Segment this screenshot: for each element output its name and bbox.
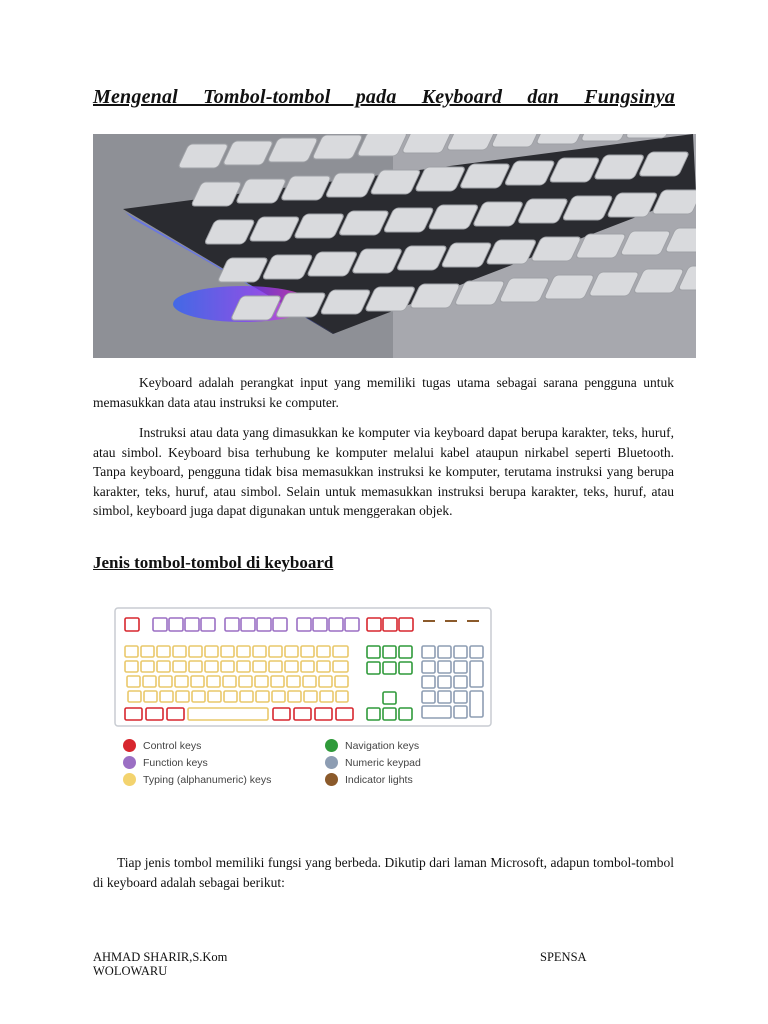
numeric-key xyxy=(454,691,467,703)
typing-key xyxy=(144,691,157,702)
navigation-key xyxy=(367,646,380,658)
footer-school: SPENSA xyxy=(540,950,587,964)
legend-label: Typing (alphanumeric) keys xyxy=(143,773,272,786)
typing-key xyxy=(240,691,253,702)
control-key xyxy=(294,708,311,720)
indicator-light xyxy=(467,620,479,622)
typing-key xyxy=(192,691,205,702)
navigation-key xyxy=(399,708,412,720)
function-key xyxy=(153,618,167,631)
typing-key xyxy=(159,676,172,687)
numeric-key xyxy=(454,706,467,718)
typing-key xyxy=(175,676,188,687)
navigation-key xyxy=(383,708,396,720)
typing-key xyxy=(301,646,314,657)
typing-key xyxy=(320,691,333,702)
control-key xyxy=(367,618,381,631)
typing-key xyxy=(287,676,300,687)
numeric-key xyxy=(470,691,483,717)
typing-key xyxy=(288,691,301,702)
typing-key xyxy=(271,676,284,687)
legend-item xyxy=(325,754,421,771)
legend-item xyxy=(123,771,271,788)
function-key xyxy=(185,618,199,631)
typing-keys-swatch xyxy=(123,773,136,786)
numeric-key xyxy=(422,691,435,703)
typing-key xyxy=(301,661,314,672)
typing-key xyxy=(269,661,282,672)
typing-key xyxy=(317,661,330,672)
function-key xyxy=(241,618,255,631)
function-key xyxy=(273,618,287,631)
typing-key xyxy=(157,661,170,672)
typing-key xyxy=(160,691,173,702)
navigation-key xyxy=(399,646,412,658)
numeric-key xyxy=(422,676,435,688)
typing-key xyxy=(253,646,266,657)
numeric-keypad-swatch xyxy=(325,756,338,769)
function-keys-swatch xyxy=(123,756,136,769)
control-key xyxy=(125,618,139,631)
typing-key xyxy=(269,646,282,657)
legend-item xyxy=(123,754,271,771)
numeric-key xyxy=(470,661,483,687)
typing-key xyxy=(304,691,317,702)
typing-key xyxy=(205,646,218,657)
typing-key xyxy=(333,646,348,657)
typing-key xyxy=(255,676,268,687)
navigation-key xyxy=(399,662,412,674)
legend-label: Control keys xyxy=(143,739,202,752)
typing-key xyxy=(173,646,186,657)
navigation-key xyxy=(383,662,396,674)
numeric-key xyxy=(454,646,467,658)
control-key xyxy=(315,708,332,720)
typing-key xyxy=(224,691,237,702)
keyboard-layout-diagram xyxy=(113,606,503,731)
typing-key xyxy=(237,661,250,672)
typing-key xyxy=(319,676,332,687)
control-key xyxy=(336,708,353,720)
control-key xyxy=(273,708,290,720)
paragraph-intro: Keyboard adalah perangkat input yang memiliki tugas utama sebagai sarana pengguna untuk memasukkan data atau instruksi ke computer. xyxy=(93,375,674,410)
numeric-key xyxy=(438,676,451,688)
keyboard-diagram xyxy=(113,606,503,796)
typing-key xyxy=(303,676,316,687)
navigation-key xyxy=(367,708,380,720)
typing-key xyxy=(223,676,236,687)
typing-key xyxy=(141,661,154,672)
typing-key xyxy=(157,646,170,657)
typing-key xyxy=(272,691,285,702)
numeric-key xyxy=(438,646,451,658)
typing-key xyxy=(239,676,252,687)
numeric-key xyxy=(422,661,435,673)
typing-key xyxy=(285,661,298,672)
typing-key xyxy=(208,691,221,702)
typing-key xyxy=(189,646,202,657)
function-key xyxy=(297,618,311,631)
typing-key xyxy=(237,646,250,657)
indicator-lights-swatch xyxy=(325,773,338,786)
typing-key xyxy=(173,661,186,672)
typing-key xyxy=(285,646,298,657)
control-key xyxy=(125,708,142,720)
paragraph-outro: Tiap jenis tombol memiliki fungsi yang berbeda. Dikutip dari laman Microsoft, adapun tombol-tombol di keyboard adalah sebagai berikut: xyxy=(93,855,674,890)
typing-key xyxy=(221,646,234,657)
typing-key xyxy=(125,661,138,672)
legend-label: Function keys xyxy=(143,756,208,769)
function-key xyxy=(257,618,271,631)
keyboard-illustration xyxy=(93,134,696,358)
indicator-light xyxy=(445,620,457,622)
numeric-key xyxy=(454,661,467,673)
typing-key xyxy=(336,691,348,702)
footer-author: AHMAD SHARIR,S.Kom WOLOWARU xyxy=(93,950,228,978)
typing-key xyxy=(176,691,189,702)
typing-key xyxy=(317,646,330,657)
numeric-key xyxy=(422,706,451,718)
numeric-key xyxy=(470,646,483,658)
numeric-key xyxy=(438,691,451,703)
typing-key xyxy=(333,661,348,672)
legend-label: Numeric keypad xyxy=(345,756,421,769)
typing-key xyxy=(189,661,202,672)
numeric-key xyxy=(438,661,451,673)
legend-label: Navigation keys xyxy=(345,739,420,752)
control-key xyxy=(399,618,413,631)
control-key xyxy=(167,708,184,720)
typing-key xyxy=(335,676,348,687)
legend-item xyxy=(123,737,271,754)
control-key xyxy=(146,708,163,720)
navigation-key xyxy=(383,646,396,658)
typing-key xyxy=(125,646,138,657)
typing-key xyxy=(205,661,218,672)
function-key xyxy=(329,618,343,631)
typing-key xyxy=(221,661,234,672)
numeric-key xyxy=(454,676,467,688)
typing-key xyxy=(256,691,269,702)
typing-key xyxy=(128,691,141,702)
legend-left xyxy=(123,737,271,788)
legend-item xyxy=(325,771,421,788)
section-heading: Jenis tombol-tombol di keyboard xyxy=(93,553,334,572)
document-title: Mengenal Tombol-tombol pada Keyboard dan Fungsinya xyxy=(93,86,675,108)
control-key xyxy=(383,618,397,631)
function-key xyxy=(201,618,215,631)
control-keys-swatch xyxy=(123,739,136,752)
navigation-key xyxy=(367,662,380,674)
legend-item xyxy=(325,737,421,754)
typing-key xyxy=(143,676,156,687)
navigation-keys-swatch xyxy=(325,739,338,752)
function-key xyxy=(225,618,239,631)
function-key xyxy=(169,618,183,631)
typing-key xyxy=(207,676,220,687)
function-key xyxy=(313,618,327,631)
numeric-key xyxy=(422,646,435,658)
indicator-light xyxy=(423,620,435,622)
paragraph-detail: Instruksi atau data yang dimasukkan ke komputer via keyboard dapat berupa karakter, teks, huruf, atau simbol. Keyboard bisa terhubung ke komputer melalui kabel ataupun nirkabel seperti Bluetooth. Tanpa keyboard, pengguna tidak bisa memasukkan instruksi ke komputer, terutama instruksi yang berupa karakter, teks, huruf, atau simbol. Selain untuk memasukkan instruksi berupa karakter, teks, huruf, atau simbol, keyboard juga dapat digunakan untuk menggerakan objek. xyxy=(93,425,674,518)
keyboard-photo xyxy=(93,134,696,358)
legend-label: Indicator lights xyxy=(345,773,413,786)
function-key xyxy=(345,618,359,631)
typing-key xyxy=(191,676,204,687)
typing-key xyxy=(127,676,140,687)
spacebar-key xyxy=(188,708,268,720)
typing-key xyxy=(253,661,266,672)
legend-right xyxy=(325,737,421,788)
navigation-key xyxy=(383,692,396,704)
typing-key xyxy=(141,646,154,657)
